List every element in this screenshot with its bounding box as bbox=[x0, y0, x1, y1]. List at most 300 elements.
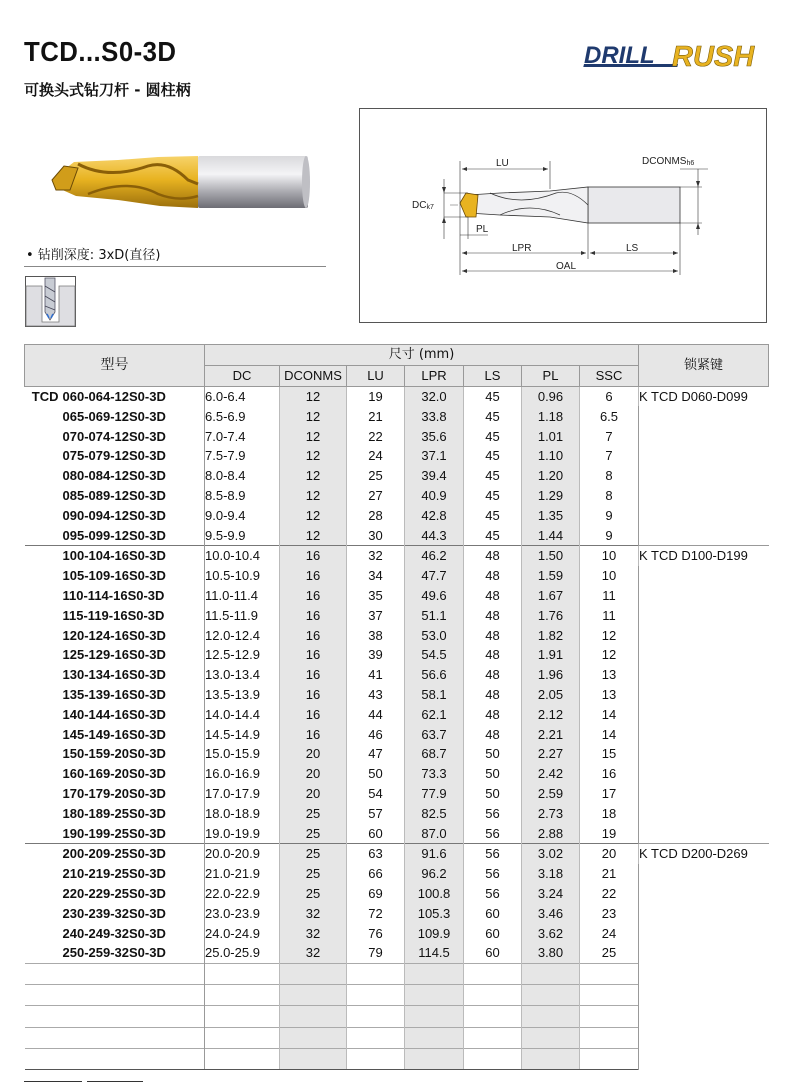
cell-dconms: 12 bbox=[280, 406, 347, 426]
cell-pl: 3.18 bbox=[522, 864, 580, 884]
cell-dc: 25.0-25.9 bbox=[205, 943, 280, 963]
cell-lu: 41 bbox=[347, 665, 405, 685]
cell-ssc: 18 bbox=[580, 803, 639, 823]
model-code: 200-209-25S0-3D bbox=[62, 846, 166, 862]
cell-pl: 1.96 bbox=[522, 665, 580, 685]
cell-lpr: 96.2 bbox=[405, 864, 464, 884]
cell-ls: 60 bbox=[464, 943, 522, 963]
model-cell bbox=[25, 466, 205, 486]
cell-ssc bbox=[580, 985, 639, 1006]
model-cell bbox=[25, 645, 205, 665]
model-cell bbox=[25, 486, 205, 506]
pl-label: PL bbox=[476, 224, 489, 235]
page-title: TCD...S0-3D bbox=[24, 36, 177, 67]
cell-pl: 3.46 bbox=[522, 903, 580, 923]
cell-pl: 0.96 bbox=[522, 386, 580, 406]
cell-ls: 56 bbox=[464, 843, 522, 863]
cell-dc: 11.5-11.9 bbox=[205, 605, 280, 625]
model-code: 125-129-16S0-3D bbox=[62, 647, 166, 663]
cell-ls: 48 bbox=[464, 605, 522, 625]
cell-ls: 48 bbox=[464, 586, 522, 606]
cell-pl: 1.01 bbox=[522, 426, 580, 446]
cell-dconms: 20 bbox=[280, 784, 347, 804]
cell-dc: 18.0-18.9 bbox=[205, 803, 280, 823]
cell-lu: 57 bbox=[347, 803, 405, 823]
cell-ssc: 8 bbox=[580, 486, 639, 506]
cell-pl: 1.10 bbox=[522, 446, 580, 466]
cell-ssc: 13 bbox=[580, 685, 639, 705]
cell-ls: 45 bbox=[464, 446, 522, 466]
model-cell bbox=[25, 605, 205, 625]
cell-ls: 60 bbox=[464, 923, 522, 943]
cell-lu: 69 bbox=[347, 884, 405, 904]
cell-ls bbox=[464, 1048, 522, 1069]
cell-lpr: 73.3 bbox=[405, 764, 464, 784]
model-code: 060-064-12S0-3D bbox=[62, 388, 166, 404]
cell-dc: 14.0-14.4 bbox=[205, 704, 280, 724]
cell-lpr: 54.5 bbox=[405, 645, 464, 665]
model-cell bbox=[25, 724, 205, 744]
lock-key-cell: K TCD D100-D199 bbox=[639, 545, 769, 843]
cell-ssc: 12 bbox=[580, 645, 639, 665]
cell-dc bbox=[205, 963, 280, 984]
cell-lpr bbox=[405, 963, 464, 984]
cell-lu: 21 bbox=[347, 406, 405, 426]
cell-dc: 7.5-7.9 bbox=[205, 446, 280, 466]
cell-lu: 46 bbox=[347, 724, 405, 744]
cell-ssc: 16 bbox=[580, 764, 639, 784]
cell-ls: 48 bbox=[464, 704, 522, 724]
model-code: 070-074-12S0-3D bbox=[62, 428, 166, 444]
cell-ls: 50 bbox=[464, 784, 522, 804]
cell-ssc: 9 bbox=[580, 505, 639, 525]
cell-lu: 35 bbox=[347, 586, 405, 606]
cell-dconms: 25 bbox=[280, 803, 347, 823]
model-cell bbox=[25, 386, 205, 406]
col-header-ssc: SSC bbox=[580, 365, 639, 386]
cell-dc: 22.0-22.9 bbox=[205, 884, 280, 904]
cell-pl bbox=[522, 1006, 580, 1027]
cell-dc bbox=[205, 1048, 280, 1069]
cell-dc: 7.0-7.4 bbox=[205, 426, 280, 446]
cell-pl: 1.59 bbox=[522, 566, 580, 586]
cell-dc: 21.0-21.9 bbox=[205, 864, 280, 884]
cell-ssc: 23 bbox=[580, 903, 639, 923]
cell-ssc: 10 bbox=[580, 545, 639, 565]
cell-ls bbox=[464, 1027, 522, 1048]
cell-ssc: 10 bbox=[580, 566, 639, 586]
cell-ssc: 24 bbox=[580, 923, 639, 943]
cell-lu: 38 bbox=[347, 625, 405, 645]
cell-lpr: 32.0 bbox=[405, 386, 464, 406]
cell-ls: 56 bbox=[464, 864, 522, 884]
model-code: 170-179-20S0-3D bbox=[62, 785, 166, 801]
cell-lpr: 82.5 bbox=[405, 803, 464, 823]
cell-lu bbox=[347, 985, 405, 1006]
cell-dc: 19.0-19.9 bbox=[205, 823, 280, 843]
cell-dconms: 25 bbox=[280, 823, 347, 843]
cell-pl: 2.12 bbox=[522, 704, 580, 724]
model-code: 140-144-16S0-3D bbox=[62, 706, 166, 722]
cell-lpr: 47.7 bbox=[405, 566, 464, 586]
col-header-ls: LS bbox=[464, 365, 522, 386]
cell-dconms: 12 bbox=[280, 426, 347, 446]
cell-ssc bbox=[580, 1027, 639, 1048]
cell-ssc: 8 bbox=[580, 466, 639, 486]
model-cell bbox=[25, 744, 205, 764]
cell-ssc: 14 bbox=[580, 724, 639, 744]
cell-ls: 45 bbox=[464, 525, 522, 545]
cell-lu: 37 bbox=[347, 605, 405, 625]
model-code: 105-109-16S0-3D bbox=[62, 568, 166, 584]
cell-pl: 2.27 bbox=[522, 744, 580, 764]
model-prefix: TCD bbox=[31, 388, 59, 404]
col-header-pl: PL bbox=[522, 365, 580, 386]
cell-pl: 2.59 bbox=[522, 784, 580, 804]
cell-lpr: 51.1 bbox=[405, 605, 464, 625]
cell-dc: 17.0-17.9 bbox=[205, 784, 280, 804]
cell-dconms: 32 bbox=[280, 943, 347, 963]
cell-dc: 23.0-23.9 bbox=[205, 903, 280, 923]
ls-label: LS bbox=[626, 243, 639, 254]
drillrush-logo bbox=[578, 40, 768, 74]
model-cell bbox=[25, 525, 205, 545]
model-cell bbox=[25, 1048, 205, 1069]
cell-dconms: 16 bbox=[280, 665, 347, 685]
model-cell bbox=[25, 923, 205, 943]
cell-ls: 56 bbox=[464, 823, 522, 843]
cell-lu bbox=[347, 1006, 405, 1027]
cell-ls: 56 bbox=[464, 803, 522, 823]
cell-ls: 48 bbox=[464, 645, 522, 665]
brand-rush-text: RUSH bbox=[672, 41, 755, 73]
model-cell bbox=[25, 505, 205, 525]
cell-lpr: 114.5 bbox=[405, 943, 464, 963]
model-cell bbox=[25, 426, 205, 446]
cell-dc bbox=[205, 1027, 280, 1048]
cell-dconms: 32 bbox=[280, 923, 347, 943]
cell-dconms: 16 bbox=[280, 685, 347, 705]
cell-ls: 48 bbox=[464, 625, 522, 645]
cell-dconms: 12 bbox=[280, 386, 347, 406]
cell-dconms: 16 bbox=[280, 605, 347, 625]
model-cell bbox=[25, 943, 205, 963]
cell-lu: 79 bbox=[347, 943, 405, 963]
model-cell bbox=[25, 1006, 205, 1027]
cell-lu: 32 bbox=[347, 545, 405, 565]
model-code: 160-169-20S0-3D bbox=[62, 766, 166, 782]
model-cell bbox=[25, 864, 205, 884]
cell-dconms bbox=[280, 985, 347, 1006]
cell-ls bbox=[464, 963, 522, 984]
model-cell bbox=[25, 665, 205, 685]
cell-lpr: 53.0 bbox=[405, 625, 464, 645]
cell-lpr: 49.6 bbox=[405, 586, 464, 606]
cell-lpr bbox=[405, 1048, 464, 1069]
cell-dc bbox=[205, 985, 280, 1006]
model-code: 220-229-25S0-3D bbox=[62, 885, 166, 901]
model-code: 080-084-12S0-3D bbox=[62, 468, 166, 484]
cell-ssc: 17 bbox=[580, 784, 639, 804]
cell-pl: 2.42 bbox=[522, 764, 580, 784]
oal-label: OAL bbox=[556, 261, 577, 272]
cell-dconms bbox=[280, 1048, 347, 1069]
col-header-key: 锁紧键 bbox=[639, 345, 769, 387]
cell-lpr: 37.1 bbox=[405, 446, 464, 466]
cell-ls: 60 bbox=[464, 903, 522, 923]
cell-ssc: 9 bbox=[580, 525, 639, 545]
cell-dconms: 32 bbox=[280, 903, 347, 923]
cell-lu: 19 bbox=[347, 386, 405, 406]
cell-pl: 3.02 bbox=[522, 843, 580, 863]
cell-ls: 48 bbox=[464, 724, 522, 744]
cell-pl: 1.20 bbox=[522, 466, 580, 486]
divider bbox=[24, 266, 326, 267]
model-cell bbox=[25, 406, 205, 426]
model-code: 120-124-16S0-3D bbox=[62, 627, 166, 643]
model-code: 230-239-32S0-3D bbox=[62, 905, 166, 921]
cell-lpr: 63.7 bbox=[405, 724, 464, 744]
model-cell bbox=[25, 1027, 205, 1048]
cell-dc: 6.5-6.9 bbox=[205, 406, 280, 426]
cell-lpr: 33.8 bbox=[405, 406, 464, 426]
cell-dconms: 12 bbox=[280, 446, 347, 466]
cell-dc: 15.0-15.9 bbox=[205, 744, 280, 764]
cell-dc: 8.0-8.4 bbox=[205, 466, 280, 486]
cell-dc: 9.5-9.9 bbox=[205, 525, 280, 545]
cell-lpr: 68.7 bbox=[405, 744, 464, 764]
cell-lu: 27 bbox=[347, 486, 405, 506]
cell-dconms: 12 bbox=[280, 505, 347, 525]
cell-lpr: 87.0 bbox=[405, 823, 464, 843]
model-code: 075-079-12S0-3D bbox=[62, 448, 166, 464]
cell-ssc: 21 bbox=[580, 864, 639, 884]
cell-ls: 45 bbox=[464, 426, 522, 446]
cell-dconms: 25 bbox=[280, 843, 347, 863]
cell-pl: 1.44 bbox=[522, 525, 580, 545]
cell-lu: 72 bbox=[347, 903, 405, 923]
cell-lpr: 46.2 bbox=[405, 545, 464, 565]
cell-pl: 1.82 bbox=[522, 625, 580, 645]
cell-ssc: 11 bbox=[580, 586, 639, 606]
table-row bbox=[25, 843, 769, 863]
model-code: 145-149-16S0-3D bbox=[62, 726, 166, 742]
cell-lu bbox=[347, 1048, 405, 1069]
cell-ssc bbox=[580, 1048, 639, 1069]
cell-lpr: 35.6 bbox=[405, 426, 464, 446]
model-cell bbox=[25, 903, 205, 923]
dc-label: DCk7 bbox=[412, 200, 434, 211]
cell-pl: 3.62 bbox=[522, 923, 580, 943]
cell-lu: 63 bbox=[347, 843, 405, 863]
cell-ssc: 7 bbox=[580, 446, 639, 466]
model-code: 180-189-25S0-3D bbox=[62, 805, 166, 821]
drilling-depth-note: • 钻削深度: 3xD(直径) bbox=[26, 248, 161, 263]
cell-pl bbox=[522, 1048, 580, 1069]
cell-lu: 28 bbox=[347, 505, 405, 525]
cell-dconms: 12 bbox=[280, 466, 347, 486]
cell-lu: 44 bbox=[347, 704, 405, 724]
cell-lu: 25 bbox=[347, 466, 405, 486]
cell-ssc: 19 bbox=[580, 823, 639, 843]
cell-lpr: 40.9 bbox=[405, 486, 464, 506]
cell-lu: 47 bbox=[347, 744, 405, 764]
table-row bbox=[25, 545, 769, 565]
cell-dc: 8.5-8.9 bbox=[205, 486, 280, 506]
cell-ls: 45 bbox=[464, 505, 522, 525]
model-code: 110-114-16S0-3D bbox=[62, 587, 165, 603]
model-code: 065-069-12S0-3D bbox=[62, 408, 166, 424]
cell-lu: 76 bbox=[347, 923, 405, 943]
cell-dconms bbox=[280, 1006, 347, 1027]
cell-lpr: 39.4 bbox=[405, 466, 464, 486]
cell-ls bbox=[464, 1006, 522, 1027]
cell-ssc: 25 bbox=[580, 943, 639, 963]
cell-pl: 1.50 bbox=[522, 545, 580, 565]
blind-hole-icon bbox=[25, 276, 76, 327]
model-code: 190-199-25S0-3D bbox=[62, 825, 166, 841]
cell-lu: 54 bbox=[347, 784, 405, 804]
spec-table bbox=[24, 344, 769, 1070]
cell-ls: 50 bbox=[464, 744, 522, 764]
cell-lu: 22 bbox=[347, 426, 405, 446]
cell-dc: 9.0-9.4 bbox=[205, 505, 280, 525]
cell-dconms: 20 bbox=[280, 744, 347, 764]
cell-pl: 1.35 bbox=[522, 505, 580, 525]
cell-ssc: 13 bbox=[580, 665, 639, 685]
cell-ssc: 15 bbox=[580, 744, 639, 764]
cell-lu bbox=[347, 1027, 405, 1048]
model-cell bbox=[25, 843, 205, 863]
cell-dconms bbox=[280, 1027, 347, 1048]
lpr-label: LPR bbox=[512, 243, 532, 254]
cell-pl: 1.67 bbox=[522, 586, 580, 606]
col-header-dconms: DCONMS bbox=[280, 365, 347, 386]
cell-lu: 60 bbox=[347, 823, 405, 843]
cell-ssc: 6.5 bbox=[580, 406, 639, 426]
cell-dconms: 16 bbox=[280, 586, 347, 606]
cell-dc: 11.0-11.4 bbox=[205, 586, 280, 606]
cell-lpr: 105.3 bbox=[405, 903, 464, 923]
table-row bbox=[25, 386, 769, 406]
cell-dc: 14.5-14.9 bbox=[205, 724, 280, 744]
model-cell bbox=[25, 963, 205, 984]
cell-dconms: 16 bbox=[280, 625, 347, 645]
brand-drill-text: DRILL bbox=[584, 42, 655, 69]
cell-ssc: 14 bbox=[580, 704, 639, 724]
cell-lu bbox=[347, 963, 405, 984]
col-header-size: 尺寸 (mm) bbox=[205, 345, 639, 366]
cell-ls: 45 bbox=[464, 486, 522, 506]
model-cell bbox=[25, 985, 205, 1006]
cell-pl: 3.24 bbox=[522, 884, 580, 904]
model-cell bbox=[25, 803, 205, 823]
cell-ssc: 12 bbox=[580, 625, 639, 645]
cell-dconms: 16 bbox=[280, 545, 347, 565]
cell-lu: 66 bbox=[347, 864, 405, 884]
cell-lpr: 42.8 bbox=[405, 505, 464, 525]
col-header-dc: DC bbox=[205, 365, 280, 386]
cell-lpr: 58.1 bbox=[405, 685, 464, 705]
cell-dconms: 25 bbox=[280, 864, 347, 884]
cell-lpr: 91.6 bbox=[405, 843, 464, 863]
cell-ssc: 20 bbox=[580, 843, 639, 863]
model-cell bbox=[25, 545, 205, 565]
col-header-model: 型号 bbox=[25, 345, 205, 387]
cell-pl: 2.73 bbox=[522, 803, 580, 823]
cell-lu: 34 bbox=[347, 566, 405, 586]
col-header-lu: LU bbox=[347, 365, 405, 386]
cell-lpr: 62.1 bbox=[405, 704, 464, 724]
model-code: 210-219-25S0-3D bbox=[62, 866, 166, 882]
model-cell bbox=[25, 446, 205, 466]
cell-ssc bbox=[580, 1006, 639, 1027]
cell-ls bbox=[464, 985, 522, 1006]
cell-ssc: 22 bbox=[580, 884, 639, 904]
cell-dc: 13.5-13.9 bbox=[205, 685, 280, 705]
cell-lu: 24 bbox=[347, 446, 405, 466]
cell-dc: 24.0-24.9 bbox=[205, 923, 280, 943]
cell-dconms bbox=[280, 963, 347, 984]
cell-ssc: 7 bbox=[580, 426, 639, 446]
cell-dc: 12.5-12.9 bbox=[205, 645, 280, 665]
cell-pl: 2.05 bbox=[522, 685, 580, 705]
model-code: 085-089-12S0-3D bbox=[62, 487, 166, 503]
cell-dc: 13.0-13.4 bbox=[205, 665, 280, 685]
cell-lu: 43 bbox=[347, 685, 405, 705]
model-cell bbox=[25, 566, 205, 586]
model-cell bbox=[25, 884, 205, 904]
cell-dconms: 16 bbox=[280, 645, 347, 665]
model-code: 130-134-16S0-3D bbox=[62, 667, 166, 683]
cell-lpr: 44.3 bbox=[405, 525, 464, 545]
footer-box bbox=[24, 1081, 82, 1088]
cell-pl: 1.76 bbox=[522, 605, 580, 625]
cell-dconms: 16 bbox=[280, 704, 347, 724]
model-code: 240-249-32S0-3D bbox=[62, 925, 166, 941]
lu-label: LU bbox=[496, 158, 509, 169]
cell-dconms: 16 bbox=[280, 566, 347, 586]
cell-ls: 45 bbox=[464, 406, 522, 426]
cell-dc: 10.5-10.9 bbox=[205, 566, 280, 586]
cell-lu: 50 bbox=[347, 764, 405, 784]
cell-dc: 12.0-12.4 bbox=[205, 625, 280, 645]
model-cell bbox=[25, 823, 205, 843]
model-code: 150-159-20S0-3D bbox=[62, 746, 166, 762]
cell-lpr: 77.9 bbox=[405, 784, 464, 804]
model-cell bbox=[25, 685, 205, 705]
cell-pl: 1.91 bbox=[522, 645, 580, 665]
cell-ls: 45 bbox=[464, 466, 522, 486]
cell-pl bbox=[522, 1027, 580, 1048]
cell-pl: 2.21 bbox=[522, 724, 580, 744]
model-code: 090-094-12S0-3D bbox=[62, 507, 166, 523]
model-code: 135-139-16S0-3D bbox=[62, 686, 166, 702]
cell-pl: 3.80 bbox=[522, 943, 580, 963]
model-cell bbox=[25, 764, 205, 784]
cell-ls: 48 bbox=[464, 566, 522, 586]
model-code: 095-099-12S0-3D bbox=[62, 527, 166, 543]
cell-lpr: 56.6 bbox=[405, 665, 464, 685]
model-cell bbox=[25, 625, 205, 645]
cell-pl: 1.18 bbox=[522, 406, 580, 426]
cell-ssc: 11 bbox=[580, 605, 639, 625]
cell-lpr: 109.9 bbox=[405, 923, 464, 943]
cell-ls: 48 bbox=[464, 545, 522, 565]
model-cell bbox=[25, 784, 205, 804]
cell-dconms: 12 bbox=[280, 525, 347, 545]
cell-ssc: 6 bbox=[580, 386, 639, 406]
